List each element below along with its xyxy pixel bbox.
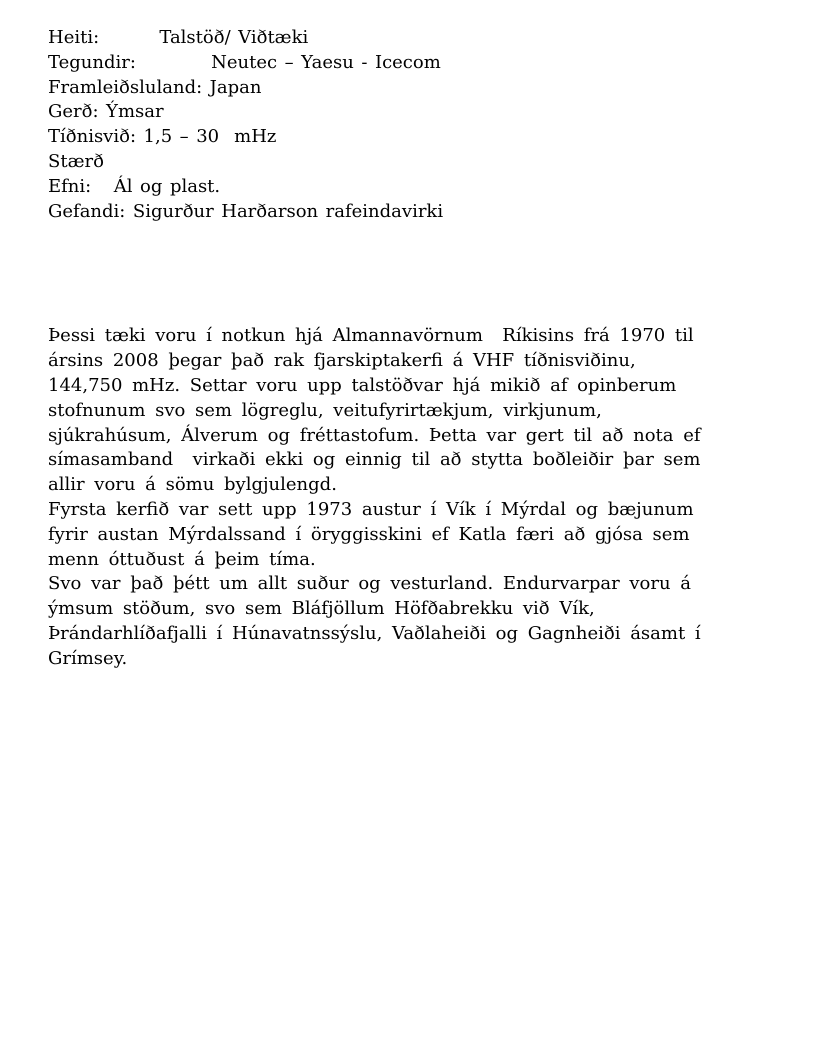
body-line: Svo var það þétt um allt suður og vesturland. Endurvarpar voru á: [48, 573, 692, 595]
body-line: ýmsum stöðum, svo sem Bláfjöllum Höfðabrekku við Vík,: [48, 598, 595, 620]
body-line: menn óttuðust á þeim tíma.: [48, 548, 316, 570]
spec-line-tidnisvid: Tíðnisvið: 1,5 – 30 mHz: [48, 126, 277, 148]
spec-line-gerd: Gerð: Ýmsar: [48, 101, 164, 123]
body-line: Þessi tæki voru í notkun hjá Almannavörnum Ríkisins frá 1970 til: [48, 325, 694, 347]
body-line: Þrándarhlíðafjalli í Húnavatnssýslu, Vaðlaheiði og Gagnheiði ásamt í: [48, 622, 701, 644]
spec-line-tegundir: Tegundir: Neutec – Yaesu - Icecom: [48, 51, 441, 73]
body-line: stofnunum svo sem lögreglu, veitufyrirtækjum, virkjunum,: [48, 399, 602, 421]
description-text-block: [48, 324, 800, 671]
spec-line-staerd: Stærð: [48, 150, 104, 172]
body-line: símasamband virkaði ekki og einnig til að stytta boðleiðir þar sem: [48, 449, 701, 471]
spec-line-gefandi: Gefandi: Sigurður Harðarson rafeindavirki: [48, 200, 444, 222]
spec-line-heiti: Heiti: Talstöð/ Viðtæki: [48, 27, 309, 48]
body-line: 144,750 mHz. Settar voru upp talstöðvar hjá mikið af opinberum: [48, 374, 677, 396]
body-line: ársins 2008 þegar það rak fjarskiptakerfi á VHF tíðnisviðinu,: [48, 350, 636, 372]
body-line: allir voru á sömu bylgjulengd.: [48, 474, 337, 496]
body-line: fyrir austan Mýrdalssand í öryggisskini ef Katla færi að gjósa sem: [48, 523, 690, 545]
body-line: sjúkrahúsum, Álverum og fréttastofum. Þetta var gert til að nota ef: [48, 424, 701, 446]
spec-line-efni: Efni: Ál og plast.: [48, 175, 221, 197]
body-line: Fyrsta kerfið var sett upp 1973 austur í Vík í Mýrdal og bæjunum: [48, 498, 694, 520]
spec-line-framleidsluland: Framleiðsluland: Japan: [48, 76, 262, 98]
artifact-spec-block: [48, 26, 800, 224]
body-line: Grímsey.: [48, 647, 128, 669]
